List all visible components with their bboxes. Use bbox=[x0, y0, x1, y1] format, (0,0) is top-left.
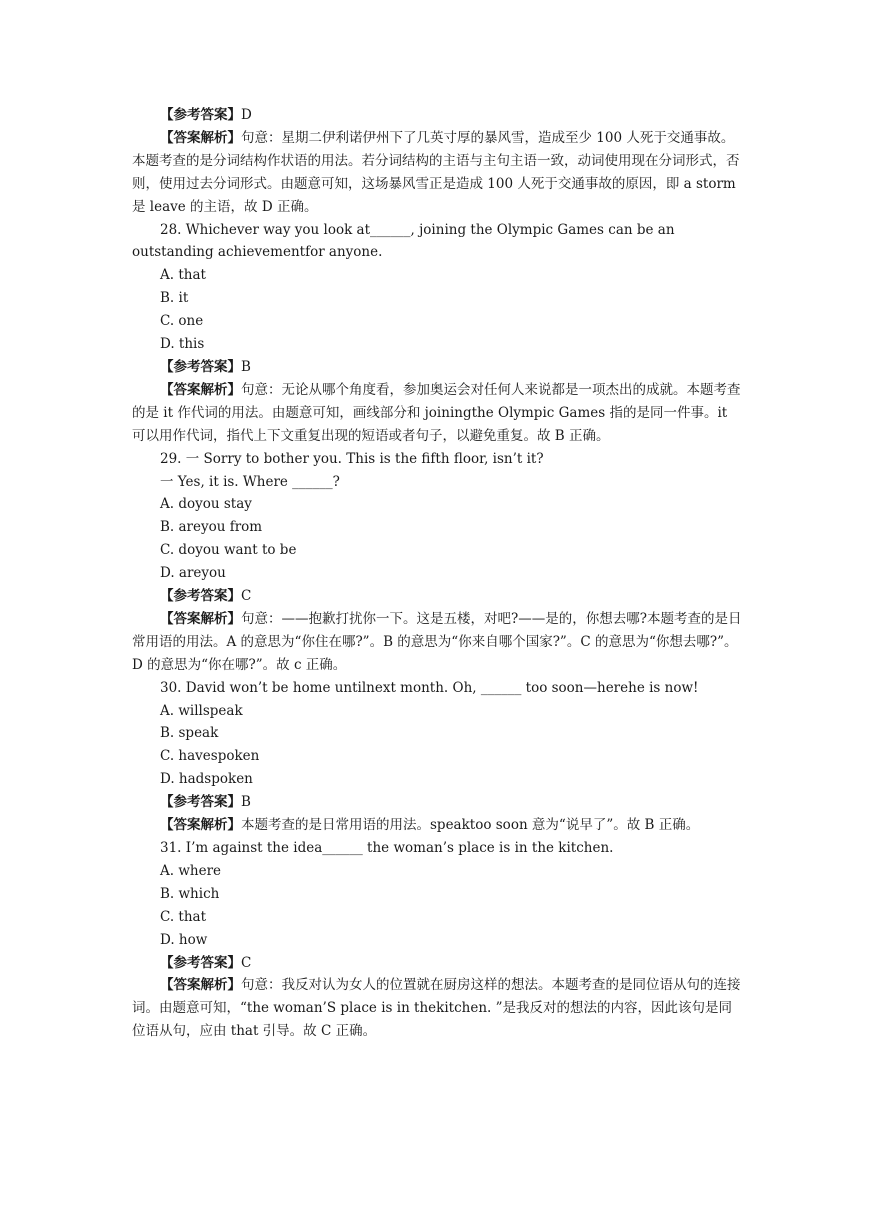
block-text: C. one bbox=[160, 313, 204, 330]
answer-option bbox=[132, 493, 742, 516]
answer-line bbox=[132, 379, 742, 448]
block-text: 31. I’m against the idea______ the woman’s place is in the kitchen. bbox=[160, 840, 614, 856]
answer-option bbox=[132, 264, 742, 287]
answer-label: 【答案解析】 bbox=[160, 977, 241, 994]
answer-option bbox=[132, 929, 742, 952]
answer-option bbox=[132, 516, 742, 539]
block-text: B. which bbox=[160, 885, 220, 902]
question-text bbox=[132, 448, 742, 471]
block-text: 一 Yes, it is. Where ______? bbox=[160, 473, 340, 490]
block-text: B bbox=[241, 794, 251, 811]
answer-label: 【答案解析】 bbox=[160, 610, 241, 627]
block-text: A. willspeak bbox=[160, 702, 243, 719]
question-text bbox=[132, 677, 742, 700]
block-text: 句意：——抱歉打扰你一下。这是五楼，对吧?——是的，你想去哪?本题考查的是日常用语的用法。A 的意思为“你住在哪?”。B 的意思为“你来自哪个国家?”。C 的意思为“你想去哪?”。D 的意思为“你在哪?”。故 c 正确。 bbox=[132, 610, 742, 673]
block-text: D. areyou bbox=[160, 565, 226, 582]
answer-option bbox=[132, 768, 742, 791]
block-text: D. hadspoken bbox=[160, 771, 253, 788]
block-text: 句意：我反对认为女人的位置就在厨房这样的想法。本题考查的是同位语从句的连接词。由题意可知，“the woman’S place is in thekitchen. ”是我反对的想法的内容，因此该句是同位语从句，应由 that 引导。故 C 正确。 bbox=[132, 977, 741, 1040]
block-text: C bbox=[241, 588, 252, 605]
question-text bbox=[132, 219, 742, 265]
block-text: C bbox=[241, 954, 252, 971]
answer-line bbox=[132, 814, 742, 837]
answer-line bbox=[132, 127, 742, 219]
answer-option bbox=[132, 700, 742, 723]
answer-label: 【参考答案】 bbox=[160, 107, 241, 123]
block-text: B. areyou from bbox=[160, 519, 263, 536]
block-text: B bbox=[241, 358, 251, 375]
answer-label: 【参考答案】 bbox=[160, 588, 241, 605]
question-text bbox=[132, 471, 742, 494]
answer-label: 【答案解析】 bbox=[160, 817, 241, 834]
answer-label: 【答案解析】 bbox=[160, 381, 241, 398]
answer-option bbox=[132, 539, 742, 562]
answer-label: 【参考答案】 bbox=[160, 794, 241, 811]
answer-option bbox=[132, 287, 742, 310]
answer-option bbox=[132, 883, 742, 906]
block-text: C. doyou want to be bbox=[160, 542, 297, 559]
block-text: 句意：无论从哪个角度看，参加奥运会对任何人来说都是一项杰出的成就。本题考查的是 it 作代词的用法。由题意可知，画线部分和 joiningthe Olympic Games 指的是同一件事。it 可以用作代词，指代上下文重复出现的短语或者句子，以避免重复。故 B 正确。 bbox=[132, 381, 741, 444]
block-text: B. it bbox=[160, 290, 189, 307]
answer-option bbox=[132, 860, 742, 883]
answer-line bbox=[132, 356, 742, 379]
block-text: 本题考查的是日常用语的用法。speaktoo soon 意为“说早了”。故 B 正确。 bbox=[241, 817, 700, 834]
answer-option bbox=[132, 333, 742, 356]
answer-option bbox=[132, 562, 742, 585]
block-text: D bbox=[241, 107, 252, 123]
block-text: D. how bbox=[160, 931, 208, 948]
block-text: C. that bbox=[160, 908, 207, 925]
block-text: 29. 一 Sorry to bother you. This is the fifth floor, isn’t it? bbox=[160, 450, 544, 467]
block-text: A. where bbox=[160, 862, 222, 879]
block-text: D. this bbox=[160, 336, 205, 353]
block-text: 30. David won’t be home untilnext month. Oh, ______ too soon—herehe is now! bbox=[160, 679, 699, 696]
document-body bbox=[132, 104, 742, 1043]
question-text bbox=[132, 837, 742, 860]
answer-line bbox=[132, 791, 742, 814]
answer-label: 【参考答案】 bbox=[160, 954, 241, 971]
block-text: 句意：星期二伊利诺伊州下了几英寸厚的暴风雪，造成至少 100 人死于交通事故。本题考查的是分词结构作状语的用法。若分词结构的主语与主句主语一致，动词使用现在分词形式，否则，使用过去分词形式。由题意可知，这场暴风雪正是造成 100 人死于交通事故的原因，即 a storm 是 leave 的主语，故 D 正确。 bbox=[132, 129, 740, 215]
answer-option bbox=[132, 745, 742, 768]
block-text: C. havespoken bbox=[160, 748, 260, 765]
answer-line bbox=[132, 974, 742, 1043]
answer-line bbox=[132, 585, 742, 608]
answer-line bbox=[132, 104, 742, 127]
block-text: 28. Whichever way you look at______, joining the Olympic Games can be an outstanding achievementfor anyone. bbox=[132, 221, 675, 261]
answer-option bbox=[132, 722, 742, 745]
block-text: A. that bbox=[160, 267, 206, 284]
block-text: A. doyou stay bbox=[160, 496, 252, 513]
block-text: B. speak bbox=[160, 725, 219, 742]
answer-line bbox=[132, 608, 742, 677]
answer-option bbox=[132, 310, 742, 333]
answer-line bbox=[132, 952, 742, 975]
answer-label: 【答案解析】 bbox=[160, 129, 241, 146]
answer-label: 【参考答案】 bbox=[160, 358, 241, 375]
answer-option bbox=[132, 906, 742, 929]
